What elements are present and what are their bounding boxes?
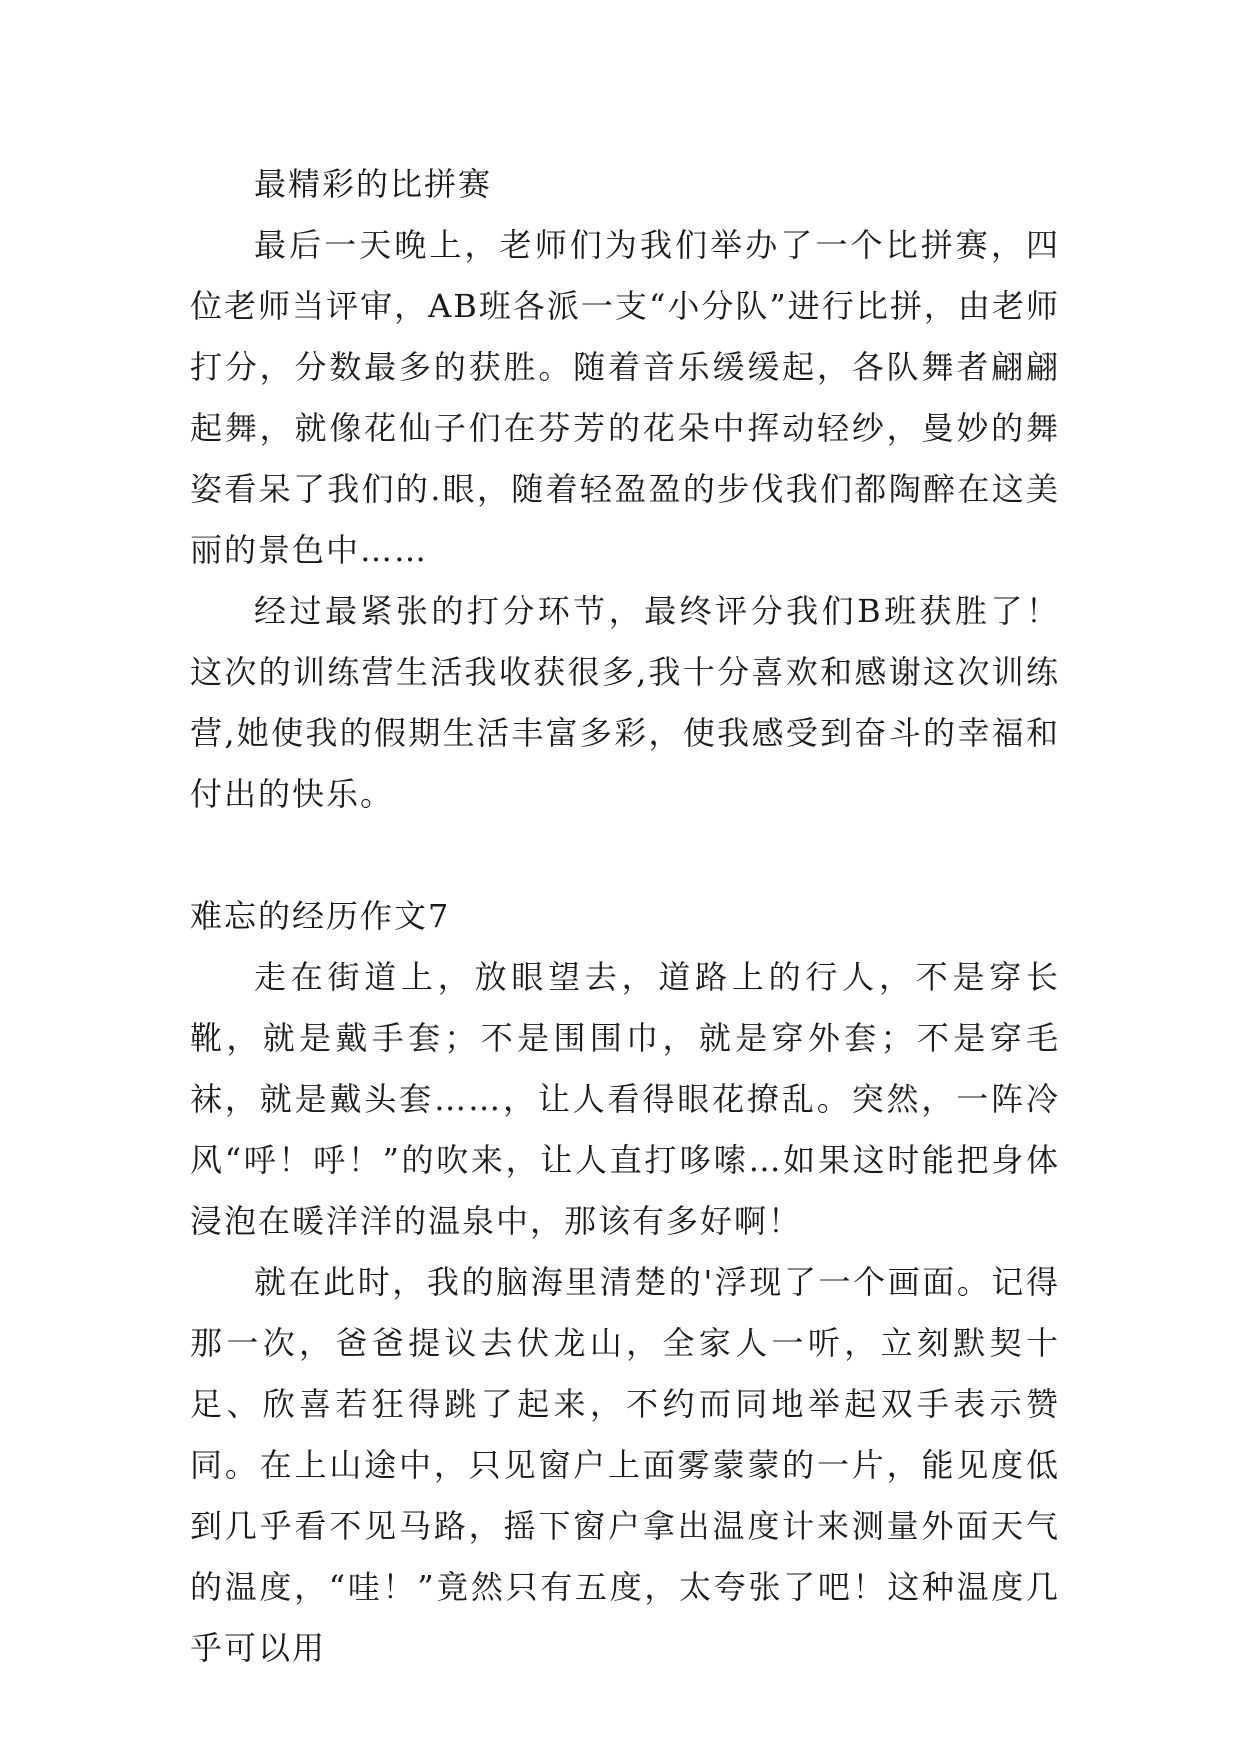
spacer xyxy=(190,825,1060,886)
paragraph: 走在街道上，放眼望去，道路上的行人，不是穿长靴，就是戴手套；不是围围巾，就是穿外套；不是穿毛袜，就是戴头套……，让人看得眼花撩乱。突然，一阵冷风“呼！呼！”的吹来，让人直打哆嗦…如果这时能把身体浸泡在暖洋洋的温泉中，那该有多好啊！ xyxy=(190,958,1060,1240)
essay-title: 难忘的经历作文7 xyxy=(190,897,451,935)
document-body xyxy=(190,154,1060,1679)
paragraph: 就在此时，我的脑海里清楚的'浮现了一个画面。记得那一次，爸爸提议去伏龙山，全家人一听，立刻默契十足、欣喜若狂得跳了起来，不约而同地举起双手表示赞同。在上山途中，只见窗户上面雾蒙蒙的一片，能见度低到几乎看不见马路，摇下窗户拿出温度计来测量外面天气的温度，“哇！”竟然只有五度，太夸张了吧！这种温度几乎可以用 xyxy=(190,1263,1060,1667)
section-heading: 最精彩的比拼赛 xyxy=(254,165,493,203)
paragraph: 经过最紧张的打分环节，最终评分我们B班获胜了！这次的训练营生活我收获很多,我十分喜欢和感谢这次训练营,她使我的假期生活丰富多彩，使我感受到奋斗的幸福和付出的快乐。 xyxy=(190,592,1060,813)
paragraph: 最后一天晚上，老师们为我们举办了一个比拼赛，四位老师当评审，AB班各派一支“小分队”进行比拼，由老师打分，分数最多的获胜。随着音乐缓缓起，各队舞者翩翩起舞，就像花仙子们在芬芳的花朵中挥动轻纱，曼妙的舞姿看呆了我们的.眼，随着轻盈盈的步伐我们都陶醉在这美丽的景色中…… xyxy=(190,226,1060,569)
